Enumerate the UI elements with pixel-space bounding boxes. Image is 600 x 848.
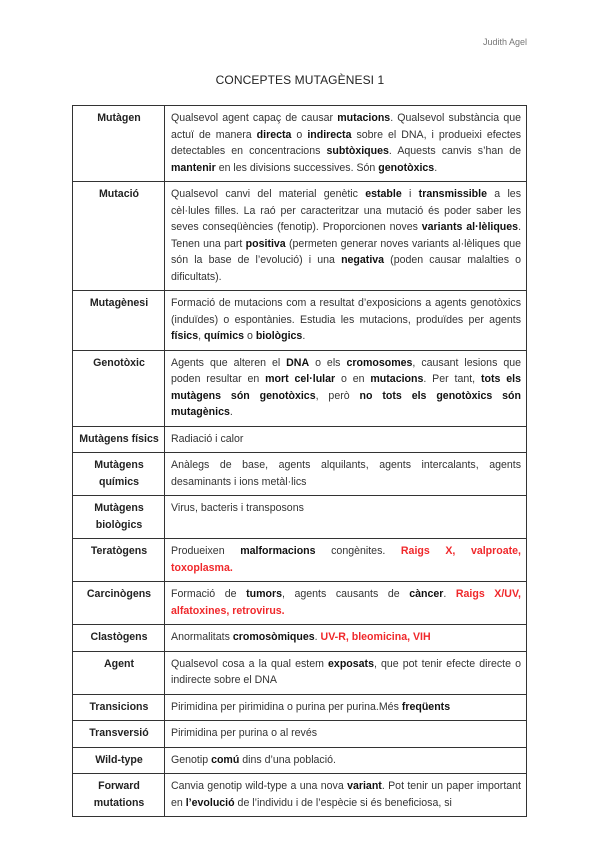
table-row: [73, 182, 527, 291]
term-cell: Clastògens: [73, 625, 165, 652]
text: Qualsevol cosa a la qual estem: [171, 657, 329, 670]
bold-text: no tots els genotòxics són mutagènics: [171, 389, 521, 418]
bold-text: mantenir: [171, 161, 216, 174]
text: Agents que alteren el: [171, 356, 287, 369]
text: Formació de: [171, 588, 247, 600]
definition-cell: [165, 651, 527, 694]
text: . Tenen una part: [171, 221, 522, 250]
bold-text: directa: [256, 128, 292, 141]
text: i: [401, 188, 419, 200]
definition-cell: [165, 496, 527, 539]
bold-text: mort cel·lular: [265, 373, 336, 385]
text: Formació de mutacions com a resultat d’exposicions a agents genotòxics (induïdes) o espontànies. Estudia les mutacions, produïdes per agents: [171, 297, 521, 326]
bold-text: transmissible: [418, 188, 487, 200]
text: . Per tant,: [423, 373, 481, 385]
text: Anàlegs de base, agents alquilants, agents intercalants, agents desaminants i ions metàl·lics: [171, 459, 521, 488]
bold-text: químics: [203, 330, 245, 342]
term-cell: Carcinògens: [73, 582, 165, 625]
text: , causant lesions que poden resultar en: [171, 356, 522, 385]
text: a les cèl·lules filles. La raó per caracteritzar una mutació és poder saber les seves conseqüències (fenotip). Proporcionen noves: [171, 188, 521, 233]
text: Virus, bacteris i transposons: [171, 502, 304, 514]
term-cell: Teratògens: [73, 539, 165, 582]
text: dins d’una població.: [239, 753, 336, 766]
definition-cell: [165, 582, 527, 625]
table-row: [73, 651, 527, 694]
bold-text: comú: [211, 753, 240, 766]
term-cell: Mutàgen: [73, 106, 165, 182]
table-row: [73, 106, 527, 182]
bold-text: negativa: [341, 254, 385, 266]
definition-cell: [165, 426, 527, 453]
definition-cell: [165, 453, 527, 496]
text: en les divisions successives. Són: [215, 161, 379, 174]
term-cell: Genotòxic: [73, 350, 165, 426]
bold-text: tumors: [246, 588, 282, 600]
bold-text: físics: [171, 330, 199, 342]
text: , que pot tenir efecte directe o indirecte sobre el DNA: [171, 657, 521, 686]
text: sobre el DNA, i produeixi efectes detectables en concentracions: [171, 128, 522, 157]
definition-cell: [165, 625, 527, 652]
table-row: [73, 582, 527, 625]
bold-text: cromosomes: [346, 356, 413, 369]
bold-text: genotòxics: [378, 161, 435, 174]
text: o: [291, 128, 308, 141]
term-cell: Mutació: [73, 182, 165, 291]
term-cell: Mutagènesi: [73, 291, 165, 351]
example-text-red: Raigs X/UV, alfatoxines, retrovirus.: [171, 588, 521, 617]
bold-text: mutacions: [337, 112, 391, 124]
text: Pirimidina per pirimidina o purina per purina.Més: [171, 700, 402, 713]
text: congènites.: [315, 545, 401, 557]
text: Genotip: [171, 753, 212, 766]
text: Canvia genotip wild-type a una nova: [171, 780, 348, 792]
text: .: [229, 406, 233, 418]
term-cell: Forward mutations: [73, 774, 165, 817]
table-row: [73, 747, 527, 774]
bold-text: mutacions: [370, 373, 424, 385]
table-row: [73, 350, 527, 426]
term-cell: Agent: [73, 651, 165, 694]
text: o: [244, 330, 256, 342]
bold-text: exposats: [328, 657, 374, 670]
definition-cell: [165, 182, 527, 291]
example-text-red: Raigs X, valproate, toxoplasma.: [171, 545, 521, 574]
text: . Qualsevol substància que actuï de manera: [171, 112, 521, 141]
author-name: Judith Agel: [482, 37, 527, 47]
table-row: [73, 625, 527, 652]
text: . Pot tenir un paper important en: [171, 780, 521, 809]
bold-text: l’evolució: [185, 796, 235, 809]
term-cell: Mutàgens químics: [73, 453, 165, 496]
text: de l’individu i de l’espècie si és beneficiosa, si: [234, 796, 452, 809]
table-row: [73, 539, 527, 582]
text: o en: [335, 373, 371, 385]
definition-cell: [165, 721, 527, 748]
term-cell: Mutàgens físics: [73, 426, 165, 453]
definition-cell: [165, 747, 527, 774]
concepts-table: [72, 105, 527, 817]
bold-text: estable: [365, 188, 402, 200]
definition-cell: [165, 539, 527, 582]
bold-text: càncer: [409, 588, 444, 600]
text: ,: [198, 330, 204, 342]
definition-cell: [165, 694, 527, 721]
table-row: [73, 694, 527, 721]
bold-text: DNA: [286, 356, 310, 369]
table-row: [73, 774, 527, 817]
term-cell: Transversió: [73, 721, 165, 748]
document-title: CONCEPTES MUTAGÈNESI 1: [215, 73, 385, 87]
table-row: [73, 496, 527, 539]
text: .: [302, 330, 306, 342]
table-row: [73, 721, 527, 748]
bold-text: malformacions: [240, 545, 316, 557]
text: (permeten generar noves variants al·lèliques que són la base de l’evolució) i una: [171, 237, 521, 266]
example-text-red: UV-R, bleomicina, VIH: [320, 631, 431, 643]
text: . Aquests canvis s’han de: [388, 145, 521, 157]
text: Radiació i calor: [171, 432, 244, 445]
bold-text: variant: [347, 780, 382, 792]
definition-cell: [165, 774, 527, 817]
text: .: [314, 631, 321, 643]
concepts-table-body: [73, 106, 527, 817]
bold-text: variants al·lèliques: [421, 221, 519, 233]
bold-text: tots els mutàgens són genotòxics: [171, 373, 521, 402]
text: Qualsevol canvi del material genètic: [171, 188, 366, 200]
bold-text: freqüents: [401, 700, 451, 713]
text: .: [434, 161, 438, 174]
text: Produeixen: [171, 545, 241, 557]
definition-cell: [165, 350, 527, 426]
term-cell: Wild-type: [73, 747, 165, 774]
text: Anormalitats: [171, 631, 233, 643]
term-cell: Transicions: [73, 694, 165, 721]
text: .: [443, 588, 456, 600]
bold-text: subtòxiques: [326, 145, 389, 157]
bold-text: cromosòmiques: [232, 631, 315, 643]
table-row: [73, 426, 527, 453]
bold-text: positiva: [245, 237, 286, 250]
table-row: [73, 453, 527, 496]
concepts-table-container: [72, 105, 528, 809]
text: Qualsevol agent capaç de causar: [171, 112, 338, 124]
text: , però: [315, 389, 360, 402]
definition-cell: [165, 106, 527, 182]
bold-text: indirecta: [307, 128, 352, 141]
text: Pirimidina per purina o al revés: [171, 727, 318, 739]
text: o els: [309, 356, 347, 369]
bold-text: biològics: [255, 330, 303, 342]
term-cell: Mutàgens biològics: [73, 496, 165, 539]
table-row: [73, 291, 527, 351]
text: (poden causar malalties o dificultats).: [171, 254, 522, 283]
text: , agents causants de: [281, 588, 410, 600]
definition-cell: [165, 291, 527, 351]
